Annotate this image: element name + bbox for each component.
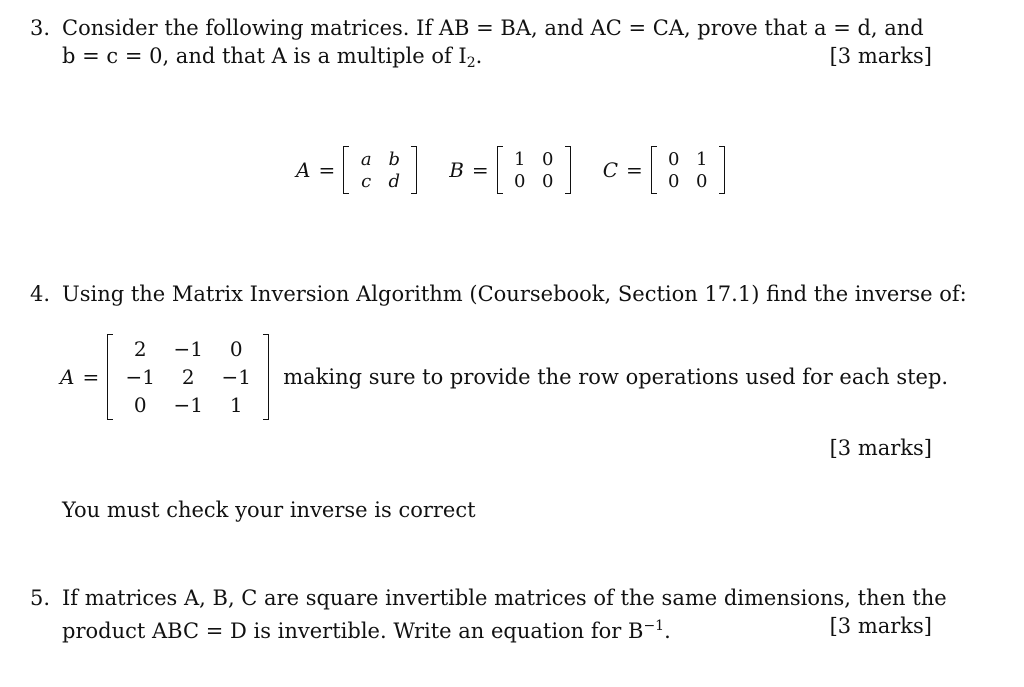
matrix-a-name: A (296, 158, 311, 182)
q5-line2 (62, 612, 671, 645)
bracket-left (651, 146, 657, 194)
bracket-right (263, 334, 269, 420)
matrix-cell: −1 (173, 393, 203, 417)
q3-marks: [3 marks] (829, 44, 932, 68)
matrix-c-eq: = (626, 158, 643, 182)
matrix-a-body (343, 146, 417, 194)
matrix-cell: 1 (513, 148, 526, 170)
q3-matrices (296, 146, 725, 194)
matrix-cell: 0 (696, 170, 708, 192)
matrix-b-body (497, 146, 571, 194)
matrix-a-eq: = (318, 158, 336, 182)
matrix-cell: 1 (696, 148, 708, 170)
matrix-c-cells (660, 148, 716, 192)
matrix-cell: d (388, 170, 400, 192)
matrix-cell: −1 (221, 365, 251, 389)
bracket-left (107, 334, 113, 420)
matrix-b-cells (506, 148, 562, 192)
matrix-cell: 0 (541, 148, 554, 170)
q4-line1: Using the Matrix Inversion Algorithm (Coursebook, Section 17.1) find the inverse of: (62, 282, 967, 306)
matrix-cell: 0 (513, 170, 526, 192)
q5-marks: [3 marks] (829, 614, 932, 638)
q3-line1: Consider the following matrices. If AB = BA, and AC = CA, prove that a = d, and (62, 16, 924, 40)
matrix-c-name: C (602, 158, 618, 182)
q4-number: 4. (30, 282, 51, 306)
q5-number: 5. (30, 586, 51, 610)
matrix-cell: c (361, 170, 372, 192)
q4-matrix-eq: = (82, 365, 100, 389)
q4-marks: [3 marks] (829, 436, 932, 460)
q3-matrix-a (296, 146, 417, 194)
q4-after-matrix: making sure to provide the row operations used for each step. (283, 365, 949, 389)
matrix-b-eq: = (471, 158, 489, 182)
matrix-cell: 0 (133, 393, 147, 417)
q3-matrix-b (449, 146, 570, 194)
q3-matrix-c (603, 146, 725, 194)
matrix-cell: 2 (181, 365, 195, 389)
matrix-c-body (651, 146, 725, 194)
q4-matrix-cells (116, 335, 260, 419)
bracket-right (565, 146, 571, 194)
matrix-cell: 0 (668, 148, 680, 170)
q4-matrix-row (60, 334, 948, 420)
q3-number: 3. (30, 16, 51, 40)
matrix-cell: 0 (229, 337, 243, 361)
matrix-cell: 1 (229, 393, 243, 417)
q5-line1: If matrices A, B, C are square invertible matrices of the same dimensions, then the (62, 586, 947, 610)
bracket-left (343, 146, 349, 194)
q4-matrix-name: A (60, 365, 75, 389)
q4-check: You must check your inverse is correct (62, 498, 476, 522)
matrix-cell: 0 (668, 170, 680, 192)
q3-line2-end: . (475, 44, 483, 68)
matrix-cell: 0 (541, 170, 554, 192)
q3-line2-text: b = c = 0, and that A is a multiple of I (62, 44, 467, 68)
matrix-cell: a (360, 148, 372, 170)
q5-line2-text: product ABC = D is invertible. Write an equation for B (62, 619, 644, 643)
q5-line2-superscript: −1 (643, 618, 665, 634)
bracket-left (497, 146, 503, 194)
matrix-cell: −1 (173, 337, 203, 361)
bracket-right (411, 146, 417, 194)
matrix-cell: −1 (125, 365, 155, 389)
q3-line2-subscript: 2 (466, 55, 476, 71)
q4-matrix-body (107, 334, 269, 420)
matrix-cell: 2 (133, 337, 147, 361)
bracket-right (719, 146, 725, 194)
matrix-cell: b (388, 148, 400, 170)
q5-line2-end: . (664, 619, 671, 643)
matrix-a-cells (352, 148, 408, 192)
q3-line2 (62, 42, 482, 77)
matrix-b-name: B (449, 158, 464, 182)
